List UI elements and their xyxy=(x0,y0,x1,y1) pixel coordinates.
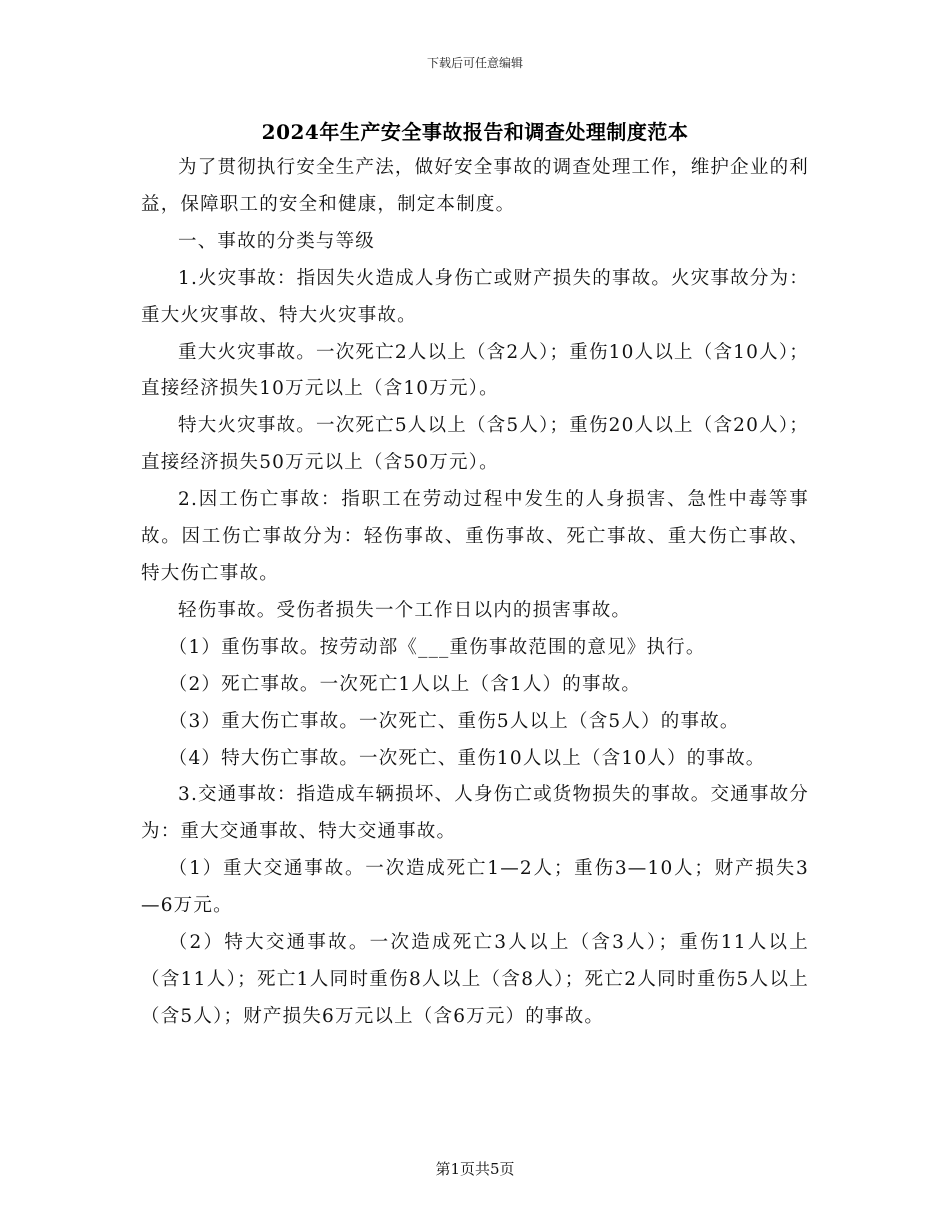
page-header-note: 下载后可任意编辑 xyxy=(426,56,523,70)
document-body xyxy=(141,150,809,1036)
paragraph-minor-injury: 轻伤事故。受伤者损失一个工作日以内的损害事故。 xyxy=(178,599,632,621)
page-number: 第1页共5页 xyxy=(435,1160,515,1178)
intro-paragraph: 为了贯彻执行安全生产法，做好安全事故的调查处理工作，维护企业的利益，保障职工的安全和健康，制定本制度。 xyxy=(141,157,809,215)
paragraph-fire-accident: 1.火灾事故：指因失火造成人身伤亡或财产损失的事故。火灾事故分为：重大火灾事故、特大火灾事故。 xyxy=(141,267,809,326)
list-item-major-traffic: （1）重大交通事故。一次造成死亡1—2人；重伤3—10人；财产损失3—6万元。 xyxy=(141,858,809,917)
document-title: 2024年生产安全事故报告和调查处理制度范本 xyxy=(261,120,689,144)
paragraph-work-injury: 2.因工伤亡事故：指职工在劳动过程中发生的人身损害、急性中毒等事故。因工伤亡事故分为：轻伤事故、重伤事故、死亡事故、重大伤亡事故、特大伤亡事故。 xyxy=(141,489,809,584)
section-heading: 一、事故的分类与等级 xyxy=(178,230,376,252)
list-item-extraordinary-traffic: （2）特大交通事故。一次造成死亡3人以上（含3人）；重伤11人以上（含11人）；死亡1人同时重伤8人以上（含8人）；死亡2人同时重伤5人以上（含5人）；财产损失6万元以上（含6万元）的事故。 xyxy=(141,932,809,1027)
paragraph-extraordinary-fire: 特大火灾事故。一次死亡5人以上（含5人）；重伤20人以上（含20人）；直接经济损失50万元以上（含50万元）。 xyxy=(141,415,809,474)
list-item-extraordinary-casualty: （4）特大伤亡事故。一次死亡、重伤10人以上（含10人）的事故。 xyxy=(168,747,766,769)
list-item-major-casualty: （3）重大伤亡事故。一次死亡、重伤5人以上（含5人）的事故。 xyxy=(168,710,740,732)
list-item-serious-injury: （1）重伤事故。按劳动部《___重伤事故范围的意见》执行。 xyxy=(168,636,706,658)
list-item-death-accident: （2）死亡事故。一次死亡1人以上（含1人）的事故。 xyxy=(168,673,642,695)
paragraph-major-fire: 重大火灾事故。一次死亡2人以上（含2人）；重伤10人以上（含10人）；直接经济损失10万元以上（含10万元）。 xyxy=(141,341,809,400)
paragraph-traffic-accident: 3.交通事故：指造成车辆损坏、人身伤亡或货物损失的事故。交通事故分为：重大交通事故、特大交通事故。 xyxy=(141,784,809,843)
